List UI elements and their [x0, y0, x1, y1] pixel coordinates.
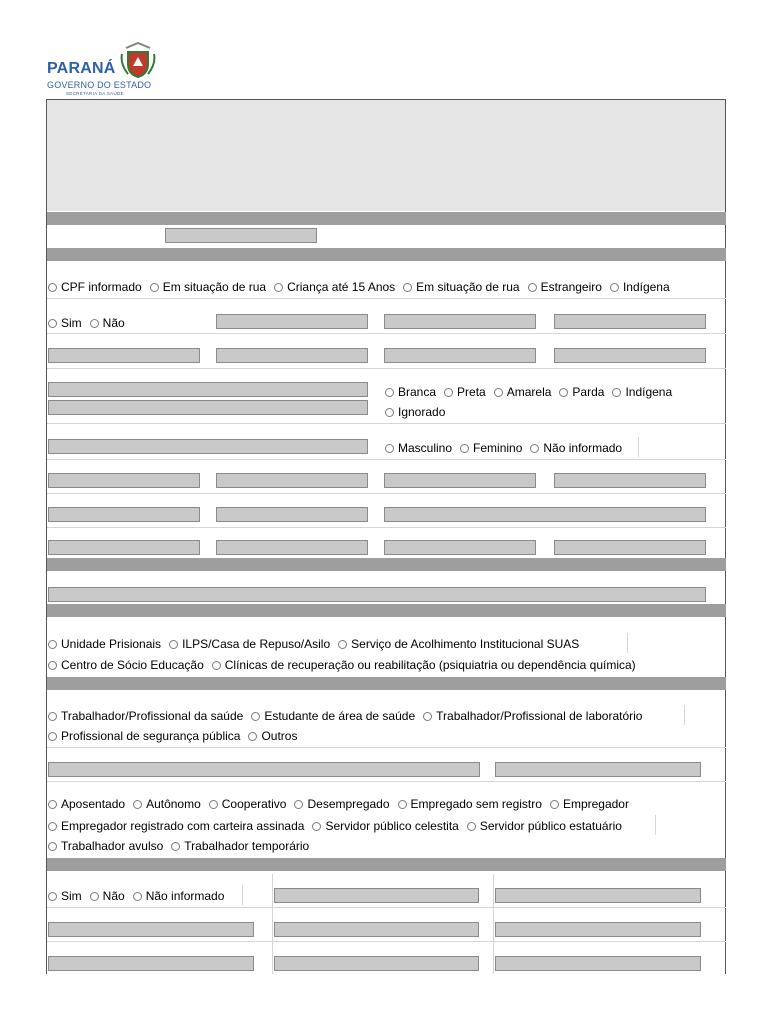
radio-option[interactable]: Servidor público estatuário — [467, 819, 622, 833]
text-field[interactable] — [216, 314, 368, 329]
radio-icon[interactable] — [48, 892, 57, 901]
radio-icon[interactable] — [48, 661, 57, 670]
radio-icon[interactable] — [251, 712, 260, 721]
radio-icon[interactable] — [150, 283, 159, 292]
radio-icon[interactable] — [133, 892, 142, 901]
radio-icon[interactable] — [48, 319, 57, 328]
radio-option[interactable]: CPF informado — [48, 280, 142, 294]
radio-option[interactable]: Estrangeiro — [528, 280, 602, 294]
text-field[interactable] — [384, 348, 536, 363]
text-field[interactable] — [274, 922, 479, 937]
radio-option[interactable]: Criança até 15 Anos — [274, 280, 395, 294]
radio-option[interactable]: Trabalhador avulso — [48, 839, 163, 853]
cell-divider — [272, 874, 273, 974]
section-bar — [47, 604, 726, 617]
radio-icon[interactable] — [612, 388, 621, 397]
radio-option[interactable]: Não informado — [530, 441, 622, 455]
cell-divider — [655, 815, 656, 835]
text-field[interactable] — [384, 507, 706, 522]
row-divider — [47, 333, 726, 334]
cell-divider — [638, 437, 639, 457]
radio-icon[interactable] — [550, 800, 559, 809]
radio-option[interactable]: Não informado — [133, 889, 225, 903]
radio-icon[interactable] — [48, 842, 57, 851]
profession-radio-group — [48, 709, 642, 723]
radio-option[interactable]: Amarela — [494, 385, 552, 399]
race-radio-group — [385, 385, 672, 399]
radio-icon[interactable] — [528, 283, 537, 292]
radio-option[interactable]: Aposentado — [48, 797, 125, 811]
text-field[interactable] — [165, 228, 317, 243]
form-border-right — [725, 99, 726, 974]
text-field[interactable] — [384, 473, 536, 488]
radio-option[interactable]: Serviço de Acolhimento Institucional SUAS — [338, 637, 579, 651]
radio-option[interactable]: Outros — [248, 729, 297, 743]
text-field[interactable] — [554, 473, 706, 488]
text-field[interactable] — [554, 314, 706, 329]
logo-subtitle: GOVERNO DO ESTADO — [47, 80, 152, 90]
radio-option[interactable]: Trabalhador/Profissional da saúde — [48, 709, 243, 723]
occupation-radio-group — [48, 797, 629, 811]
radio-icon[interactable] — [467, 822, 476, 831]
radio-option[interactable]: Cooperativo — [209, 797, 287, 811]
logo-title: PARANÁ — [47, 60, 116, 77]
radio-icon[interactable] — [212, 661, 221, 670]
radio-icon[interactable] — [403, 283, 412, 292]
radio-icon[interactable] — [274, 283, 283, 292]
radio-option[interactable]: Indígena — [612, 385, 672, 399]
radio-option[interactable]: Clínicas de recuperação ou reabilitação (psiquiatria ou dependência química) — [212, 658, 636, 672]
row-divider — [47, 368, 726, 369]
radio-option[interactable]: Empregador — [550, 797, 629, 811]
radio-option[interactable]: Desempregado — [294, 797, 389, 811]
text-field[interactable] — [48, 400, 368, 415]
text-field[interactable] — [495, 956, 701, 971]
radio-icon[interactable] — [294, 800, 303, 809]
text-field[interactable] — [216, 540, 368, 555]
row-divider — [47, 527, 726, 528]
radio-icon[interactable] — [48, 712, 57, 721]
radio-icon[interactable] — [48, 283, 57, 292]
text-field[interactable] — [384, 540, 536, 555]
radio-icon[interactable] — [385, 408, 394, 417]
text-field[interactable] — [48, 587, 706, 602]
radio-icon[interactable] — [169, 640, 178, 649]
radio-icon[interactable] — [338, 640, 347, 649]
radio-icon[interactable] — [423, 712, 432, 721]
section-bar — [47, 558, 726, 571]
logo-department: SECRETARIA DA SAÚDE — [66, 91, 124, 96]
radio-icon[interactable] — [90, 892, 99, 901]
row-divider — [47, 459, 726, 460]
text-field[interactable] — [48, 922, 254, 937]
radio-option[interactable]: Não — [90, 889, 125, 903]
radio-icon[interactable] — [48, 640, 57, 649]
section-bar — [47, 212, 726, 225]
row-divider — [47, 298, 726, 299]
text-field[interactable] — [48, 473, 200, 488]
radio-option[interactable]: Branca — [385, 385, 436, 399]
institution-radio-group — [48, 637, 579, 651]
text-field[interactable] — [48, 439, 368, 454]
form-border-left — [46, 99, 47, 974]
coat-of-arms-icon — [118, 42, 158, 80]
section-bar — [47, 677, 726, 690]
radio-icon[interactable] — [48, 822, 57, 831]
cell-divider — [493, 874, 494, 974]
text-field[interactable] — [554, 348, 706, 363]
row-divider — [47, 907, 726, 908]
radio-option[interactable]: Preta — [444, 385, 486, 399]
radio-option[interactable]: Não — [90, 316, 125, 330]
radio-icon[interactable] — [48, 732, 57, 741]
profession-radio-group-2 — [48, 729, 297, 743]
radio-option[interactable]: Empregado sem registro — [398, 797, 542, 811]
text-field[interactable] — [48, 507, 200, 522]
cell-divider — [627, 633, 628, 653]
form-header-area — [46, 99, 726, 211]
text-field[interactable] — [216, 348, 368, 363]
text-field[interactable] — [274, 888, 479, 903]
radio-option[interactable]: Centro de Sócio Educação — [48, 658, 204, 672]
row-divider — [47, 423, 726, 424]
radio-icon[interactable] — [209, 800, 218, 809]
radio-icon[interactable] — [312, 822, 321, 831]
sex-radio-group — [385, 441, 622, 455]
text-field[interactable] — [48, 382, 368, 397]
row-divider — [47, 781, 726, 782]
radio-option[interactable]: Indígena — [610, 280, 670, 294]
radio-icon[interactable] — [133, 800, 142, 809]
radio-option[interactable]: Unidade Prisionais — [48, 637, 161, 651]
radio-option[interactable]: Parda — [559, 385, 604, 399]
radio-option[interactable]: Profissional de segurança pública — [48, 729, 240, 743]
text-field[interactable] — [384, 314, 536, 329]
cell-divider — [242, 885, 243, 905]
radio-icon[interactable] — [610, 283, 619, 292]
race-radio-group-2 — [385, 405, 445, 419]
radio-option[interactable]: Sim — [48, 316, 82, 330]
occupation-radio-group-2 — [48, 819, 622, 833]
row-divider — [47, 941, 726, 942]
radio-icon[interactable] — [248, 732, 257, 741]
radio-option[interactable]: Estudante de área de saúde — [251, 709, 415, 723]
section-bar — [47, 248, 726, 261]
radio-option[interactable]: Masculino — [385, 441, 452, 455]
radio-option[interactable]: Trabalhador temporário — [171, 839, 309, 853]
situation-radio-group — [48, 280, 670, 294]
text-field[interactable] — [48, 540, 200, 555]
cell-divider — [684, 705, 685, 725]
radio-option[interactable]: ILPS/Casa de Repuso/Asilo — [169, 637, 330, 651]
radio-option[interactable]: Em situação de rua — [403, 280, 519, 294]
radio-icon[interactable] — [385, 444, 394, 453]
radio-option[interactable]: Feminino — [460, 441, 522, 455]
radio-icon[interactable] — [398, 800, 407, 809]
text-field[interactable] — [48, 348, 200, 363]
radio-option[interactable]: Ignorado — [385, 405, 445, 419]
text-field[interactable] — [495, 762, 701, 777]
radio-icon[interactable] — [530, 444, 539, 453]
yes-no-informed-radio-group — [48, 889, 224, 903]
text-field[interactable] — [495, 922, 701, 937]
radio-option[interactable]: Empregador registrado com carteira assinada — [48, 819, 304, 833]
text-field[interactable] — [216, 473, 368, 488]
radio-option[interactable]: Em situação de rua — [150, 280, 266, 294]
radio-icon[interactable] — [385, 388, 394, 397]
radio-option[interactable]: Autônomo — [133, 797, 201, 811]
radio-icon[interactable] — [171, 842, 180, 851]
row-divider — [47, 493, 726, 494]
radio-icon[interactable] — [48, 800, 57, 809]
radio-option[interactable]: Sim — [48, 889, 82, 903]
radio-icon[interactable] — [444, 388, 453, 397]
text-field[interactable] — [216, 507, 368, 522]
radio-icon[interactable] — [460, 444, 469, 453]
text-field[interactable] — [274, 956, 479, 971]
radio-option[interactable]: Trabalhador/Profissional de laboratório — [423, 709, 642, 723]
radio-icon[interactable] — [90, 319, 99, 328]
row-divider — [47, 747, 726, 748]
text-field[interactable] — [495, 888, 701, 903]
radio-option[interactable]: Servidor público celestita — [312, 819, 458, 833]
text-field[interactable] — [48, 956, 254, 971]
text-field[interactable] — [554, 540, 706, 555]
occupation-radio-group-3 — [48, 839, 309, 853]
section-bar — [47, 858, 726, 871]
institution-radio-group-2 — [48, 658, 636, 672]
yes-no-radio-group — [48, 316, 125, 330]
text-field[interactable] — [48, 762, 480, 777]
radio-icon[interactable] — [494, 388, 503, 397]
radio-icon[interactable] — [559, 388, 568, 397]
